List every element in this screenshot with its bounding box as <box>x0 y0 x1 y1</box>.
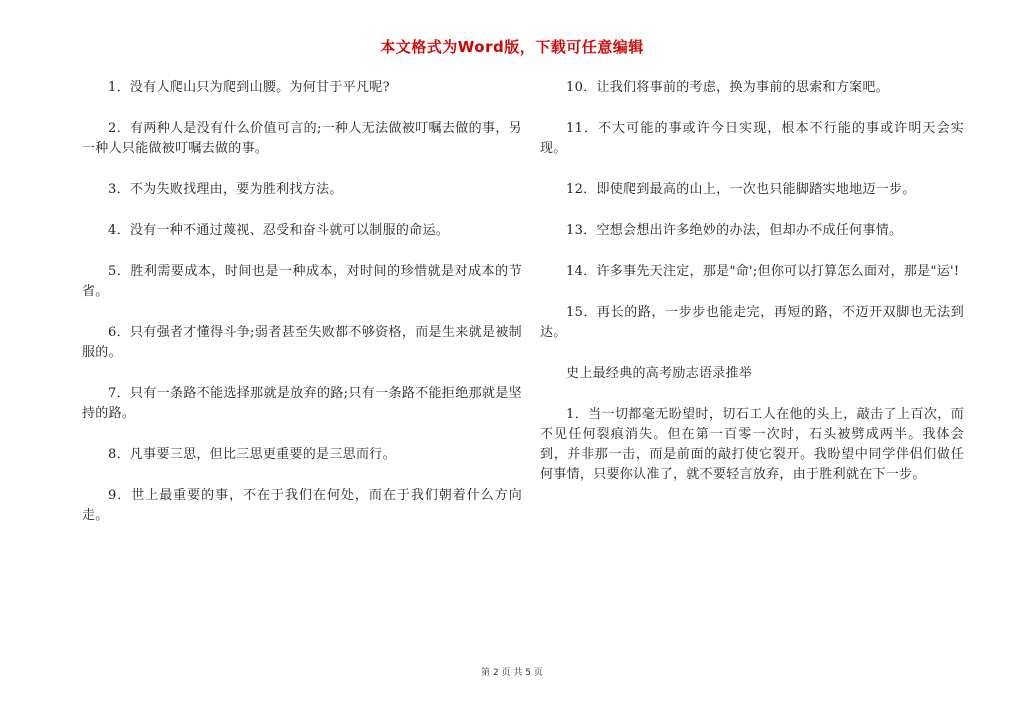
quote-paragraph-6: 6．只有强者才懂得斗争;弱者甚至失败都不够资格，而是生来就是被制服的。 <box>82 325 522 360</box>
section-heading: 史上最经典的高考励志语录推举 <box>566 366 753 381</box>
quote-paragraph-14: 14．许多事先天注定，那是"命';但你可以打算怎么面对，那是"运'! <box>566 264 960 279</box>
quote-paragraph-5: 5．胜利需要成本，时间也是一种成本，对时间的珍惜就是对成本的节省。 <box>82 264 522 299</box>
section-paragraph-1: 1．当一切都毫无盼望时，切石工人在他的头上，敲击了上百次，而不见任何裂痕消失。但在第一百零一次时，石头被劈成两半。我体会到，并非那一击，而是前面的敲打使它裂开。我盼望中同学伴侣们做任何事情，只要你认准了，就不要轻言放弃，由于胜利就在下一步。 <box>540 407 964 482</box>
quote-paragraph-7: 7．只有一条路不能选择那就是放弃的路;只有一条路不能拒绝那就是坚持的路。 <box>82 386 522 421</box>
page-footer: 第 2 页 共 5 页 <box>481 668 543 678</box>
quote-paragraph-15: 15．再长的路，一步步也能走完，再短的路，不迈开双脚也无法到达。 <box>540 305 964 340</box>
quote-paragraph-10: 10．让我们将事前的考虑，换为事前的思索和方案吧。 <box>566 80 890 95</box>
quote-paragraph-2: 2．有两种人是没有什么价值可言的;一种人无法做被叮嘱去做的事，另一种人只能做被叮嘱去做的事。 <box>82 121 522 156</box>
quote-paragraph-11: 11．不大可能的事或许今日实现，根本不行能的事或许明天会实现。 <box>540 121 964 156</box>
quote-paragraph-1: 1．没有人爬山只为爬到山腰。为何甘于平凡呢? <box>108 80 390 95</box>
quote-paragraph-12: 12．即使爬到最高的山上，一次也只能脚踏实地地迈一步。 <box>566 182 916 197</box>
quote-paragraph-9: 9．世上最重要的事，不在于我们在何处，而在于我们朝着什么方向走。 <box>82 488 522 523</box>
quote-paragraph-4: 4．没有一种不通过蔑视、忍受和奋斗就可以制服的命运。 <box>108 223 450 238</box>
quote-paragraph-8: 8．凡事要三思，但比三思更重要的是三思而行。 <box>108 447 396 462</box>
document-banner: 本文格式为Word版，下载可任意编辑 <box>380 38 644 56</box>
quote-paragraph-13: 13．空想会想出许多绝妙的办法，但却办不成任何事情。 <box>566 223 903 238</box>
left-column <box>82 78 522 547</box>
quote-paragraph-3: 3．不为失败找理由，要为胜利找方法。 <box>108 182 343 197</box>
right-column <box>540 78 964 506</box>
